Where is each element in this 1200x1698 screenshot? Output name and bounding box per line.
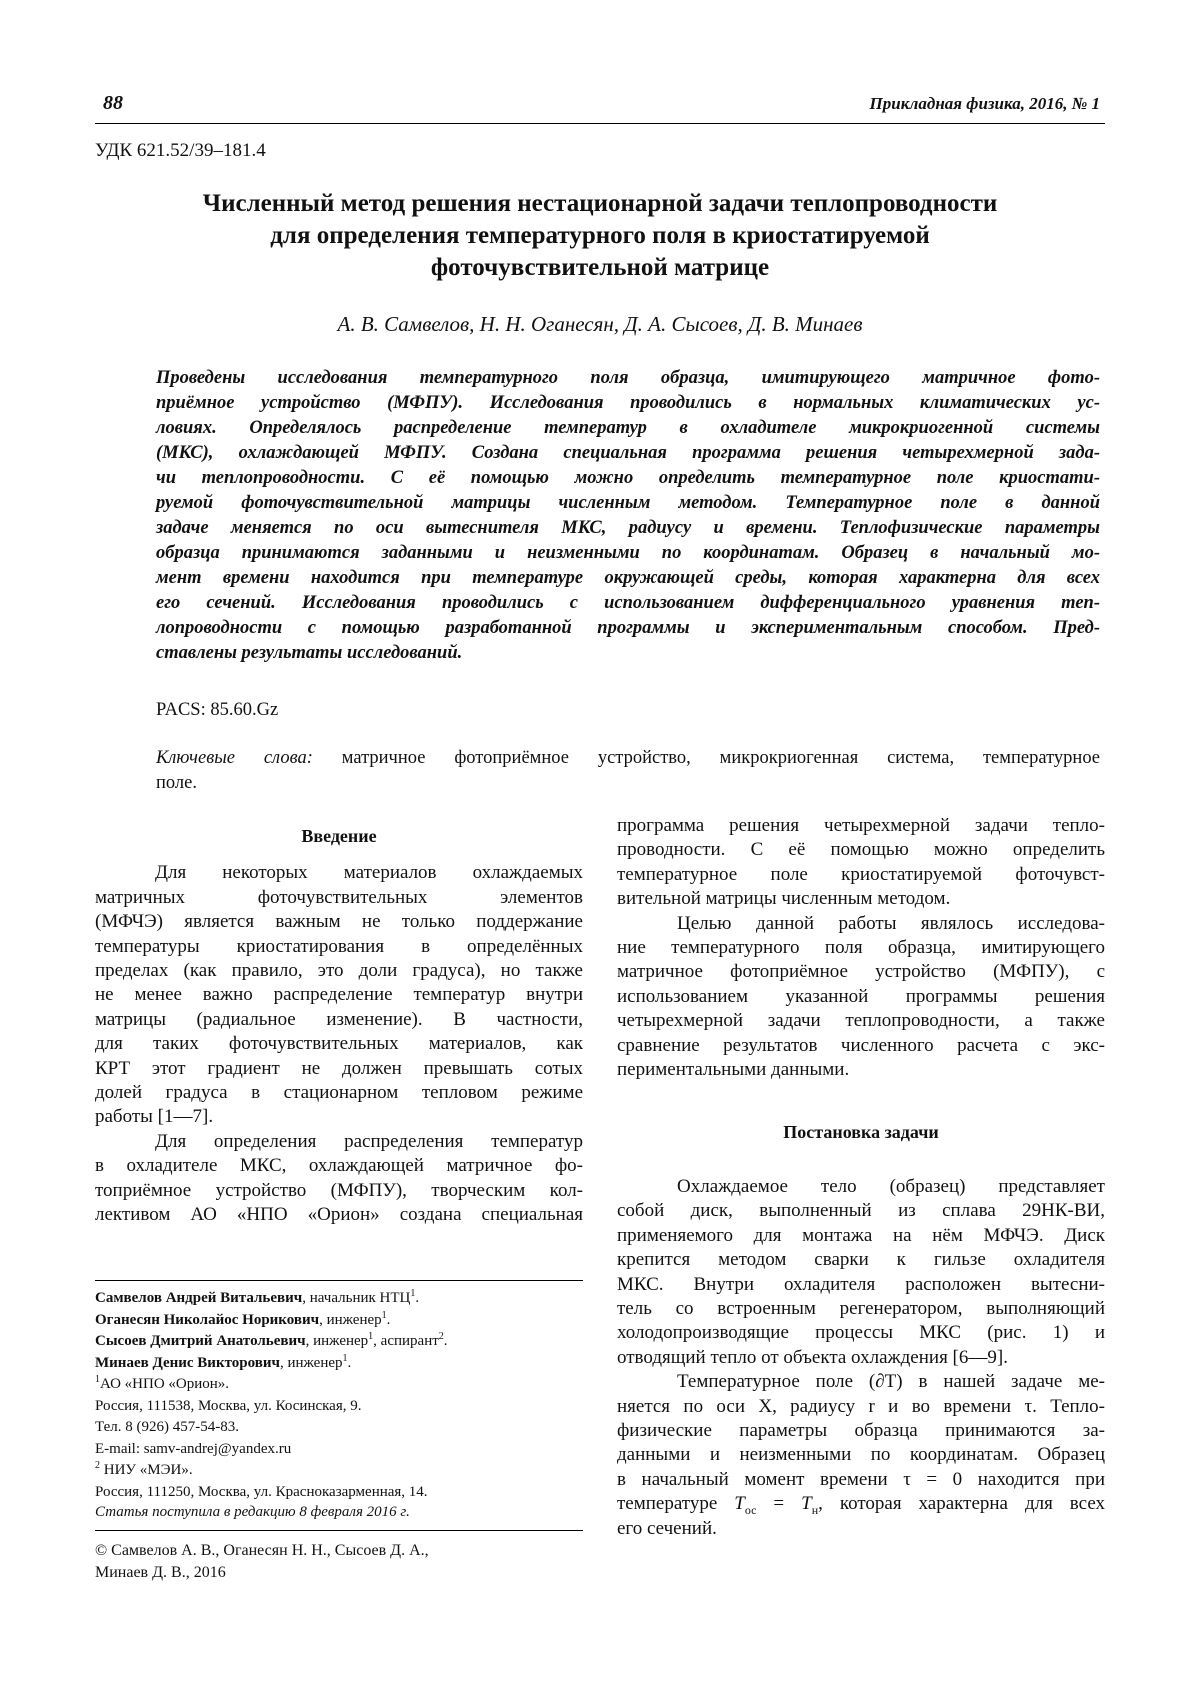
abstract-line: Проведены исследования температурного поля образца, имитирующего матричное фото-	[156, 368, 1100, 388]
title-line: для определения температурного поля в криостатируемой	[270, 222, 930, 249]
body-line: пределах (как правило, это доли градуса), но также	[95, 960, 583, 982]
author-name: Оганесян Николайос Норикович	[95, 1311, 320, 1328]
body-line: холодопроизводящие процессы МКС (рис. 1) и	[617, 1322, 1105, 1344]
body-line: МКС. Внутри охладителя расположен вытесни-	[617, 1273, 1105, 1295]
abstract-line: мент времени находится при температуре окружающей среды, которая характерна для всех	[156, 568, 1100, 588]
body-line: Охлаждаемое тело (образец) представляет	[677, 1175, 1105, 1197]
udk-code: УДК 621.52/39–181.4	[95, 140, 266, 161]
pacs-code: PACS: 85.60.Gz	[156, 700, 279, 720]
title-line: Численный метод решения нестационарной задачи теплопроводности	[202, 190, 998, 217]
author-name: Сысоев Дмитрий Анатольевич	[95, 1333, 306, 1349]
abstract-line: лопроводности с помощью разработанной программы и экспериментальным способом. Пред-	[156, 618, 1100, 638]
body-line: лективом АО «НПО «Орион» создана специальная	[95, 1204, 583, 1226]
affil-mark: 1	[410, 1288, 416, 1299]
body-line: ние температурного поля образца, имитирующего	[617, 937, 1105, 959]
body-line: для таких фоточувствительных материалов, как	[95, 1033, 583, 1055]
address: Россия, 111538, Москва, ул. Косинская, 9.	[95, 1397, 362, 1414]
keywords-text: матричное фотоприёмное устройство, микрокриогенная система, температурное	[341, 748, 1101, 768]
section-heading-intro: Введение	[301, 826, 377, 846]
body-line: отводящий тепло от объекта охлаждения [6—9].	[617, 1346, 1008, 1368]
phone: Тел. 8 (926) 457-54-83.	[95, 1419, 239, 1435]
abstract-line: задаче меняется по оси вытеснителя МКС, радиусу и времени. Теплофизические параметры	[156, 518, 1100, 538]
author-role: , инженер	[279, 1354, 343, 1371]
body-line: тель со встроенным регенератором, выполняющий	[617, 1297, 1105, 1319]
affil-mark: 1	[368, 1331, 374, 1342]
abstract-line: приёмное устройство (МФПУ). Исследования проводились в нормальных климатических ус-	[156, 393, 1100, 413]
body-line: использованием указанной программы решения	[617, 985, 1105, 1007]
section-heading-problem: Постановка задачи	[783, 1122, 939, 1143]
body-line: крепится методом сварки к гильзе охладителя	[617, 1249, 1105, 1271]
title-line: фоточувствительной матрице	[430, 254, 770, 281]
body-line: данными и неизменными по координатам. Образец	[617, 1444, 1105, 1466]
body-line: проводности. С её помощью можно определить	[617, 839, 1105, 861]
body-line: физические параметры образца принимаются за-	[617, 1419, 1105, 1441]
author-role: , инженер	[305, 1333, 369, 1349]
body-line: в охладителе МКС, охлаждающей матричное фо-	[95, 1155, 583, 1177]
author-role: , аспирант	[373, 1333, 439, 1349]
subscript: ос	[744, 1502, 757, 1517]
affiliation: АО «НПО «Орион».	[100, 1376, 230, 1392]
body-line: долей градуса в стационарном тепловом режиме	[95, 1082, 583, 1104]
body-line: матричных фоточувствительных элементов	[95, 886, 583, 908]
author-role: , инженер	[319, 1311, 382, 1328]
abstract-line: ставлены результаты исследований.	[156, 643, 463, 663]
body-line: программа решения четырехмерной задачи тепло-	[617, 815, 1105, 836]
body-line: в начальный момент времени τ = 0 находится при	[617, 1468, 1105, 1490]
body-line: Целью данной работы являлось исследова-	[677, 912, 1105, 934]
body-line: периментальными данными.	[617, 1059, 850, 1081]
body-line: применяемого для монтажа на нём МФЧЭ. Диск	[617, 1224, 1105, 1246]
author-role: , начальник НТЦ	[302, 1290, 411, 1306]
right-column	[617, 814, 1105, 1541]
copyright-line: © Самвелов А. В., Оганесян Н. Н., Сысоев Д. А.,	[95, 1542, 429, 1559]
text-span: температуре	[617, 1493, 735, 1515]
affil-mark: 2	[95, 1460, 100, 1471]
body-line: четырехмерной задачи теплопроводности, а также	[617, 1010, 1105, 1032]
body-line: его сечений.	[617, 1517, 717, 1539]
affil-mark: 1	[95, 1374, 100, 1385]
affil-mark: 1	[342, 1352, 348, 1364]
body-line: собой диск, выполненный из сплава 29НК-ВИ,	[617, 1200, 1105, 1222]
symbol-T: T	[801, 1493, 812, 1515]
received-date: Статья поступила в редакцию 8 февраля 2016 г.	[95, 1504, 410, 1520]
abstract	[156, 366, 1100, 666]
email-link[interactable]: E-mail: samv-andrej@yandex.ru	[95, 1440, 292, 1457]
intro-section	[95, 824, 583, 1228]
journal-name: Прикладная физика, 2016, № 1	[869, 94, 1100, 113]
author-name: Самвелов Андрей Витальевич	[95, 1290, 303, 1306]
body-line: вительной матрицы численным методом.	[617, 888, 951, 910]
body-line: работы [1—7].	[95, 1106, 214, 1128]
copyright	[95, 1540, 583, 1584]
address: Россия, 111250, Москва, ул. Красноказарменная, 14.	[95, 1483, 428, 1500]
page-number: 88	[103, 92, 123, 114]
body-line: температуры криостатирования в определённых	[95, 935, 583, 957]
copyright-line: Минаев Д. В., 2016	[95, 1564, 226, 1581]
body-line: Для некоторых материалов охлаждаемых	[155, 862, 583, 884]
body-line: (МФЧЭ) является важным не только поддержание	[95, 911, 583, 933]
footnote-rule	[95, 1280, 583, 1281]
body-line: Температурное поле (∂T) в нашей задаче ме-	[677, 1371, 1105, 1393]
body-line: топриёмное устройство (МФПУ), творческим кол-	[95, 1179, 583, 1201]
author-footnote: Самвелов Андрей Витальевич, начальник НТЦ$^1$. Оганесян Николайос Норикович, инженер$^1$. Сысоев Дмитрий Анатольевич, инженер$^1$, аспирант$^2$. Минаев Денис Викторович, инженер$^1$. $^1$АО «НПО «Орион». Россия, 111538, Москва, ул. Косинская, 9. Тел. 8 (926) 457-54-83. E-mail: samv-andrej@yandex.ru $^2$ НИУ «МЭИ». Россия, 111250, Москва, ул. Красноказарменная, 14.	[95, 1288, 583, 1503]
body-line: матрицы (радиальное изменение). В частности,	[95, 1008, 583, 1030]
text-span: =	[756, 1493, 802, 1515]
author-name: Минаев Денис Викторович	[95, 1354, 280, 1371]
affil-mark: 1	[381, 1309, 387, 1321]
affiliation: НИУ «МЭИ».	[100, 1462, 193, 1478]
body-line: Для определения распределения температур	[155, 1130, 583, 1152]
body-line: няется по оси X, радиусу r и во времени τ. Тепло-	[617, 1395, 1105, 1417]
symbol-T: T	[734, 1493, 745, 1515]
body-line-formula	[617, 1492, 1105, 1516]
text-span: , которая характерна для всех	[818, 1493, 1106, 1515]
body-line: сравнение результатов численного расчета с экс-	[617, 1034, 1105, 1056]
keywords-label: Ключевые слова:	[156, 748, 313, 768]
paper-title	[95, 188, 1105, 284]
abstract-line: чи теплопроводности. С её помощью можно определить температурное поле криостати-	[156, 468, 1100, 488]
body-line: температурное поле криостатируемой фоточувст-	[617, 863, 1105, 885]
header-rule	[95, 123, 1105, 124]
body-line: не менее важно распределение температур внутри	[95, 984, 583, 1006]
body-line: матричное фотоприёмное устройство (МФПУ), с	[617, 961, 1105, 983]
copyright-rule	[95, 1530, 583, 1531]
abstract-line: образца принимаются заданными и неизменными по координатам. Образец в начальный мо-	[156, 543, 1100, 563]
body-line: КРТ этот градиент не должен превышать сотых	[95, 1057, 583, 1079]
keywords	[156, 746, 1100, 796]
abstract-line: его сечений. Исследования проводились с использованием дифференциального уравнения теп-	[156, 593, 1100, 613]
abstract-line: ловиях. Определялось распределение температур в охладителе микрокриогенной системы	[156, 418, 1100, 438]
abstract-line: руемой фоточувствительной матрицы численным методом. Температурное поле в данной	[156, 493, 1100, 513]
keywords-text-cont: поле.	[156, 773, 197, 793]
author-list: А. В. Самвелов, Н. Н. Оганесян, Д. А. Сысоев, Д. В. Минаев	[337, 312, 863, 336]
abstract-line: (МКС), охлаждающей МФПУ. Создана специальная программа решения четырехмерной зада-	[156, 443, 1100, 463]
affil-mark: 2	[438, 1331, 444, 1342]
subscript: н	[811, 1502, 819, 1517]
